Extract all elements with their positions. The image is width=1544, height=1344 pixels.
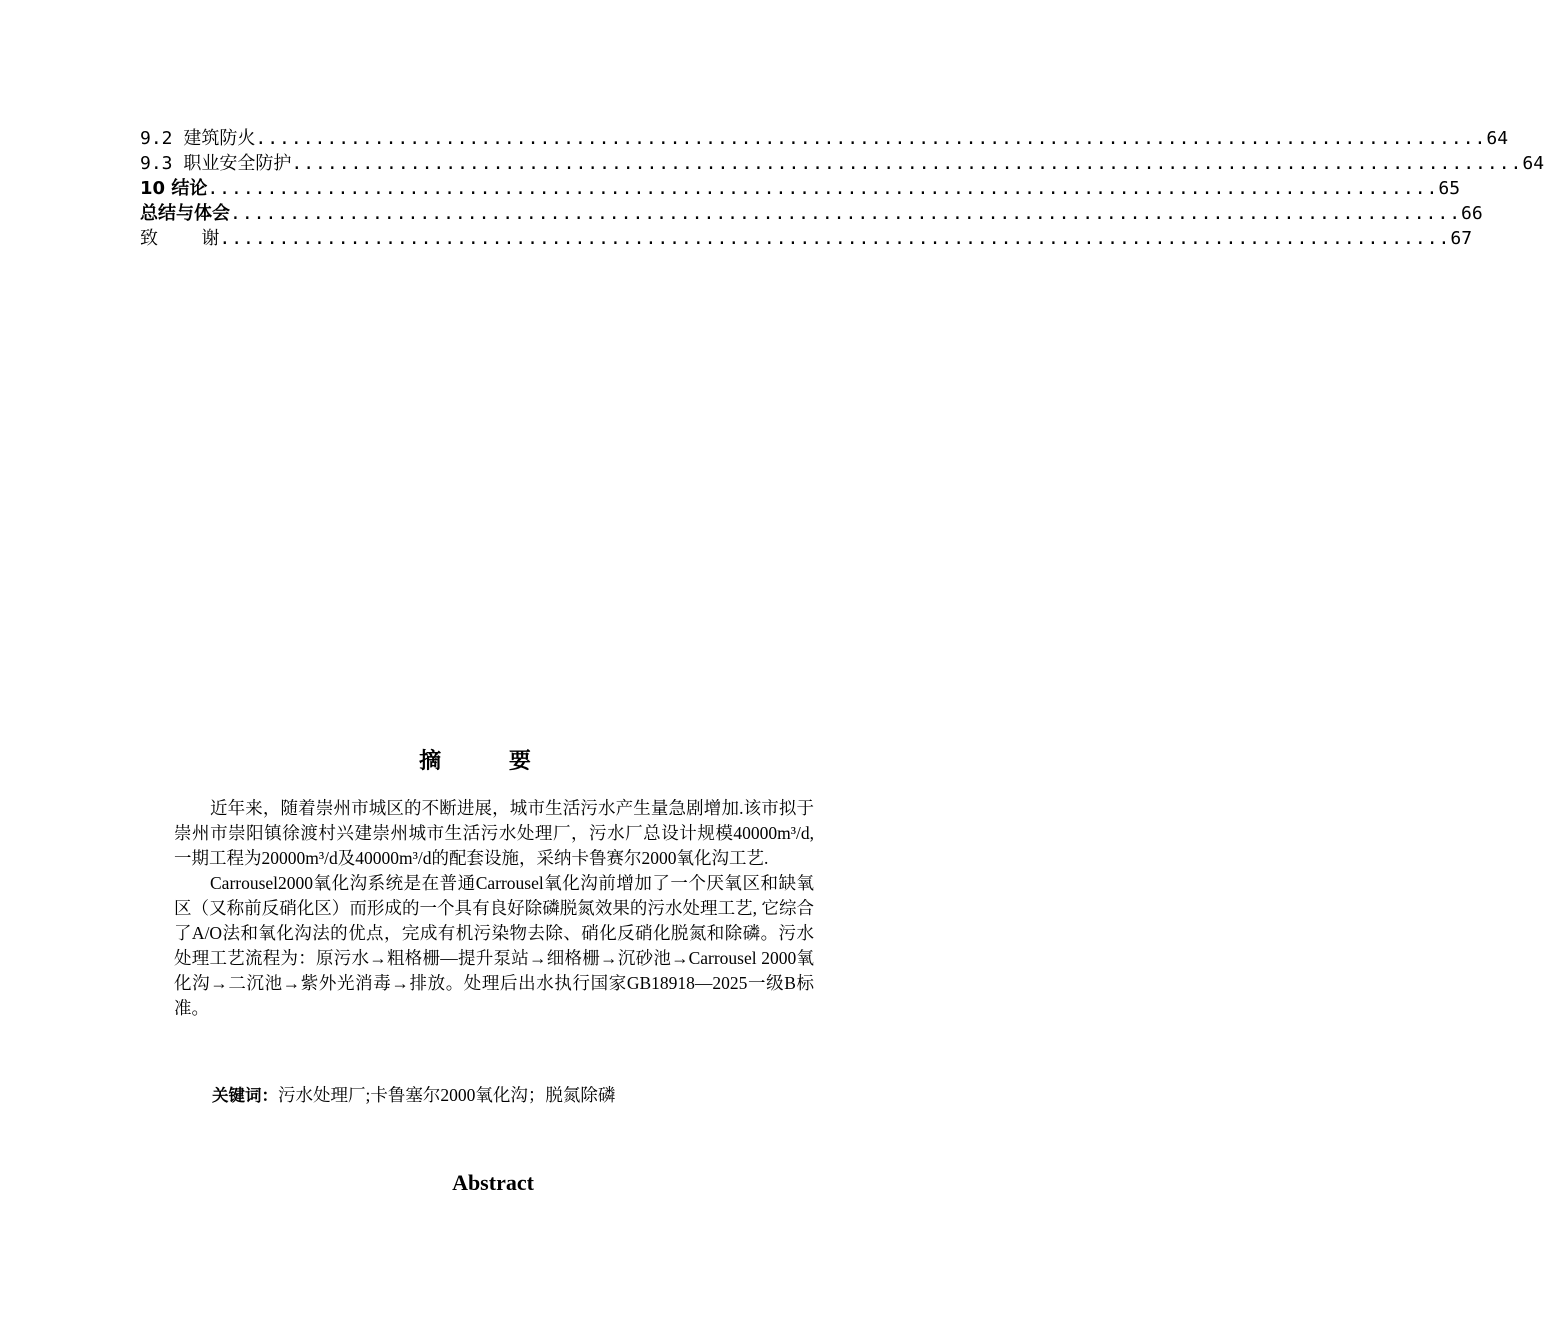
toc-entry-page: 65 [1438,178,1461,199]
toc-leader-dots: ........................................................................................................ [255,128,1487,149]
abstract-paragraph: 近年来，随着崇州市城区的不断进展，城市生活污水产生量急剧增加.该市拟于崇州市崇阳镇徐渡村兴建崇州城市生活污水处理厂，污水厂总设计规模40000m³/d, 一期工程为20000m³/d及40000m³/d的配套设施，采纳卡鲁赛尔2000氧化沟工艺. [174,798,814,868]
toc-entry-page: 67 [1450,228,1473,249]
keywords-label: 关键词： [212,1086,278,1105]
keywords-text: 污水处理厂;卡鲁塞尔2000氧化沟；脱氮除磷 [278,1085,616,1105]
toc-entry-title: 10 结论 [140,178,208,199]
toc-entry[interactable] [140,176,1461,201]
toc-entry-page: 64 [1522,153,1544,174]
table-of-contents [140,126,1544,251]
toc-entry-page: 66 [1461,203,1483,224]
toc-leader-dots: ........................................................................................................ [291,153,1523,174]
toc-entry-title: 总结与体会 [140,203,230,224]
toc-leader-dots: ........................................................................................................ [230,203,1462,224]
toc-leader-dots: ........................................................................................................ [219,228,1451,249]
toc-leader-dots: ........................................................................................................ [207,178,1439,199]
toc-entry[interactable] [140,126,1509,151]
abstract-cn-body [174,796,814,1021]
toc-entry-title: 致 谢 [140,228,220,249]
toc-entry[interactable] [140,226,1473,251]
toc-entry-title: 9.2 建筑防火 [140,128,256,149]
keywords-line [212,1083,615,1108]
abstract-paragraph: Carrousel2000氧化沟系统是在普通Carrousel氧化沟前增加了一个厌氧区和缺氧区（又称前反硝化区）而形成的一个具有良好除磷脱氮效果的污水处理工艺, 它综合了A/O法和氧化沟法的优点，完成有机污染物去除、硝化反硝化脱氮和除磷。污水处理工艺流程为：原污水→粗格栅—提升泵站→细格栅→沉砂池→Carrousel 2000氧化沟→二沉池→紫外光消毒→排放。处理后出水执行国家GB18918—2025一级B标准。 [174,873,814,1018]
toc-entry-page: 64 [1486,128,1509,149]
abstract-cn-heading: 摘 要 [419,748,561,774]
toc-entry-title: 9.3 职业安全防护 [140,153,292,174]
toc-entry[interactable] [140,201,1483,226]
abstract-en-heading: Abstract [452,1170,534,1195]
toc-entry[interactable] [140,151,1544,176]
